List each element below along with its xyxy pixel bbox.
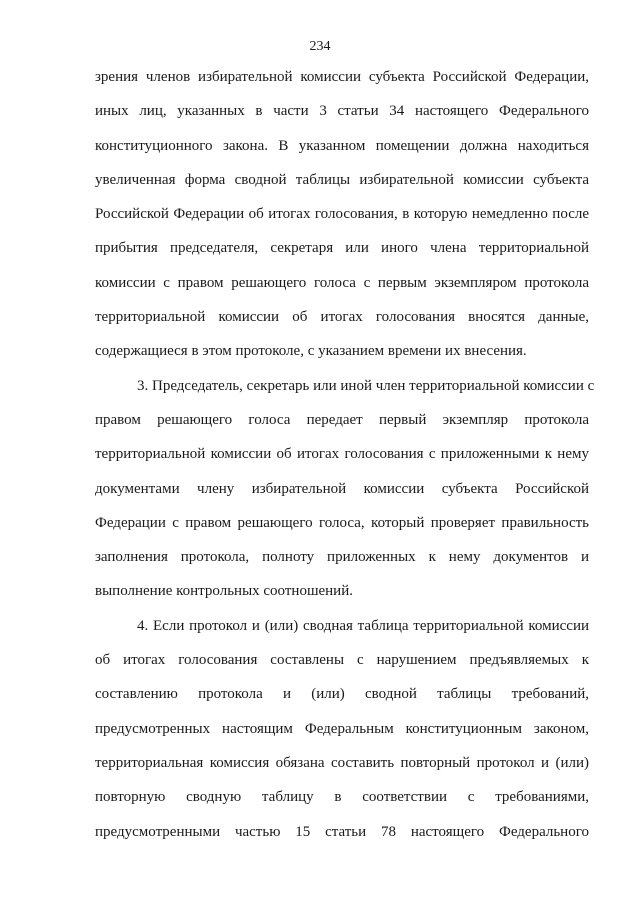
text-line: предусмотренных настоящим Федеральным конституционным законом, xyxy=(95,720,589,737)
text-line: заполнения протокола, полноту приложенных к нему документов и xyxy=(95,549,589,566)
text-line: документами члену избирательной комиссии субъекта Российской xyxy=(95,480,589,497)
text-line: территориальной комиссии об итогах голосования вносятся данные, xyxy=(95,309,589,326)
page-number: 234 xyxy=(309,39,331,54)
document-body xyxy=(95,67,595,856)
text-line: комиссии с правом решающего голоса с первым экземпляром протокола xyxy=(95,274,589,291)
paragraph xyxy=(95,67,589,376)
text-line: предусмотренными частью 15 статьи 78 настоящего Федерального xyxy=(95,823,589,840)
text-line: увеличенная форма сводной таблицы избирательной комиссии субъекта xyxy=(95,171,589,188)
text-line: Федерации с правом решающего голоса, который проверяет правильность xyxy=(95,514,589,531)
text-line: территориальной комиссии об итогах голосования с приложенными к нему xyxy=(95,446,589,463)
text-line: зрения членов избирательной комиссии субъекта Российской Федерации, xyxy=(95,69,589,85)
text-line: правом решающего голоса передает первый экземпляр протокола xyxy=(95,411,589,428)
text-line: выполнение контрольных соотношений. xyxy=(95,583,353,600)
text-line: повторную сводную таблицу в соответствии с требованиями, xyxy=(95,789,589,806)
paragraph xyxy=(95,376,595,616)
text-line: содержащиеся в этом протоколе, с указанием времени их внесения. xyxy=(95,343,527,360)
text-line: иных лиц, указанных в части 3 статьи 34 настоящего Федерального xyxy=(95,103,589,120)
text-line: конституционного закона. В указанном помещении должна находиться xyxy=(95,137,589,154)
text-line: прибытия председателя, секретаря или иного члена территориальной xyxy=(95,240,589,257)
paragraph xyxy=(95,616,589,856)
text-line: территориальная комиссия обязана составить повторный протокол и (или) xyxy=(95,754,589,771)
text-line: 3. Председатель, секретарь или иной член территориальной комиссии с xyxy=(137,377,595,394)
text-line: составлению протокола и (или) сводной таблицы требований, xyxy=(95,686,589,703)
text-line: 4. Если протокол и (или) сводная таблица территориальной комиссии xyxy=(137,617,589,634)
text-line: Российской Федерации об итогах голосования, в которую немедленно после xyxy=(95,206,589,223)
text-line: об итогах голосования составлены с нарушением предъявляемых к xyxy=(95,652,589,669)
